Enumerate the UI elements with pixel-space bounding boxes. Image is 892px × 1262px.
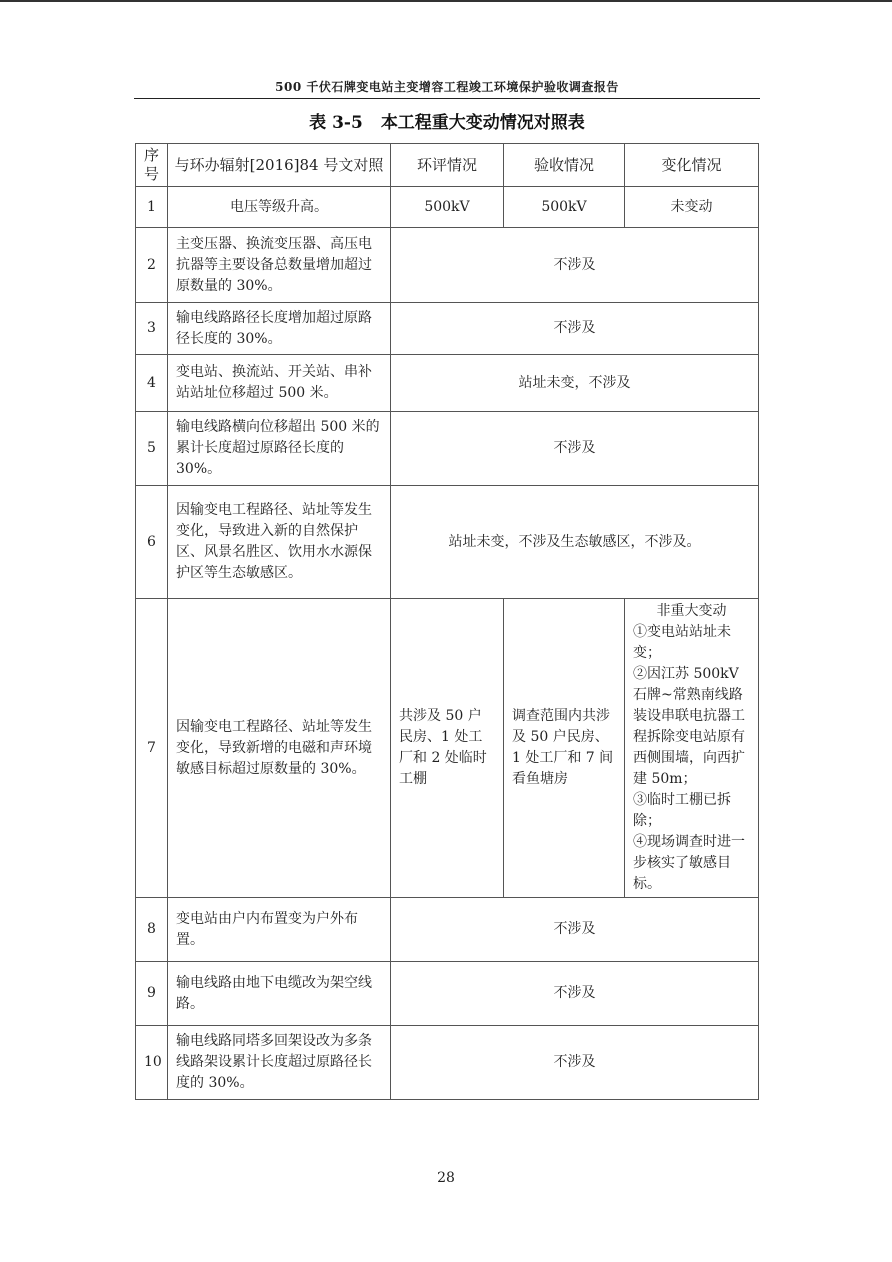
- row-criterion: 因输变电工程路径、站址等发生变化，导致进入新的自然保护区、风景名胜区、饮用水水源保护区等生态敏感区。: [168, 486, 391, 599]
- row-change: 未变动: [625, 187, 759, 228]
- row-index: 10: [136, 1026, 168, 1100]
- row-criterion: 因输变电工程路径、站址等发生变化，导致新增的电磁和声环境敏感目标超过原数量的 30%。: [168, 599, 391, 898]
- row-index: 9: [136, 962, 168, 1026]
- table-row: [136, 1026, 759, 1100]
- row-index: 4: [136, 355, 168, 412]
- row-index: 8: [136, 898, 168, 962]
- table-row: [136, 355, 759, 412]
- change-item: ①变电站站址未变；: [633, 624, 731, 661]
- table-header-row: [136, 144, 759, 187]
- table-row: [136, 962, 759, 1026]
- row-index: 7: [136, 599, 168, 898]
- row-criterion: 输电线路横向位移超出 500 米的累计长度超过原路径长度的 30%。: [168, 412, 391, 486]
- page-top-border: [0, 0, 892, 2]
- row-criterion: 主变压器、换流变压器、高压电抗器等主要设备总数量增加超过原数量的 30%。: [168, 228, 391, 303]
- row-merged-status: 不涉及: [391, 1026, 759, 1100]
- header-eia: 环评情况: [391, 144, 504, 187]
- table-caption: [134, 108, 760, 133]
- row-eia: 500kV: [391, 187, 504, 228]
- table-row: [136, 486, 759, 599]
- change-item: ③临时工棚已拆除；: [633, 792, 731, 829]
- running-header: 500 千伏石牌变电站主变增容工程竣工环境保护验收调查报告: [275, 80, 619, 94]
- row-criterion: 输电线路同塔多回架设改为多条线路架设累计长度超过原路径长度的 30%。: [168, 1026, 391, 1100]
- major-change-table: [135, 143, 759, 1100]
- table-row: [136, 898, 759, 962]
- row-merged-status: 不涉及: [391, 898, 759, 962]
- header-criterion: 与环办辐射[2016]84 号文对照: [168, 144, 391, 187]
- change-item: ④现场调查时进一步核实了敏感目标。: [633, 834, 745, 892]
- table-row: [136, 599, 759, 898]
- table-row: [136, 187, 759, 228]
- row-merged-status: 不涉及: [391, 228, 759, 303]
- table-row: [136, 303, 759, 355]
- table-caption-title: 本工程重大变动情况对照表: [380, 113, 585, 133]
- table-caption-number: 表 3-5: [309, 113, 363, 133]
- row-merged-status: 不涉及: [391, 303, 759, 355]
- header-index: 序号: [136, 144, 168, 187]
- header-change: 变化情况: [625, 144, 759, 187]
- page-number: 28: [437, 1170, 455, 1186]
- row-index: 2: [136, 228, 168, 303]
- row-criterion: 变电站由户内布置变为户外布置。: [168, 898, 391, 962]
- row-criterion: 变电站、换流站、开关站、串补站站址位移超过 500 米。: [168, 355, 391, 412]
- row-eia: 共涉及 50 户民房、1 处工厂和 2 处临时工棚: [391, 599, 504, 898]
- change-item: ②因江苏 500kV 石牌~常熟南线路装设串联电抗器工程拆除变电站原有西侧围墙，向西扩建 50m；: [633, 666, 745, 787]
- row-index: 5: [136, 412, 168, 486]
- header-acceptance: 验收情况: [504, 144, 625, 187]
- row-merged-status: 不涉及: [391, 412, 759, 486]
- row-index: 1: [136, 187, 168, 228]
- row-acceptance: 调查范围内共涉及 50 户民房、1 处工厂和 7 间看鱼塘房: [504, 599, 625, 898]
- row-criterion: 输电线路由地下电缆改为架空线路。: [168, 962, 391, 1026]
- row-criterion: 输电线路路径长度增加超过原路径长度的 30%。: [168, 303, 391, 355]
- row-merged-status: 不涉及: [391, 962, 759, 1026]
- table-row: [136, 228, 759, 303]
- row-merged-status: 站址未变，不涉及生态敏感区，不涉及。: [391, 486, 759, 599]
- row-criterion: 电压等级升高。: [168, 187, 391, 228]
- row-index: 3: [136, 303, 168, 355]
- row-acceptance: 500kV: [504, 187, 625, 228]
- row-change: [625, 599, 759, 898]
- row-index: 6: [136, 486, 168, 599]
- change-title: 非重大变动: [656, 603, 727, 619]
- row-merged-status: 站址未变，不涉及: [391, 355, 759, 412]
- header-rule: [134, 98, 760, 99]
- table-row: [136, 412, 759, 486]
